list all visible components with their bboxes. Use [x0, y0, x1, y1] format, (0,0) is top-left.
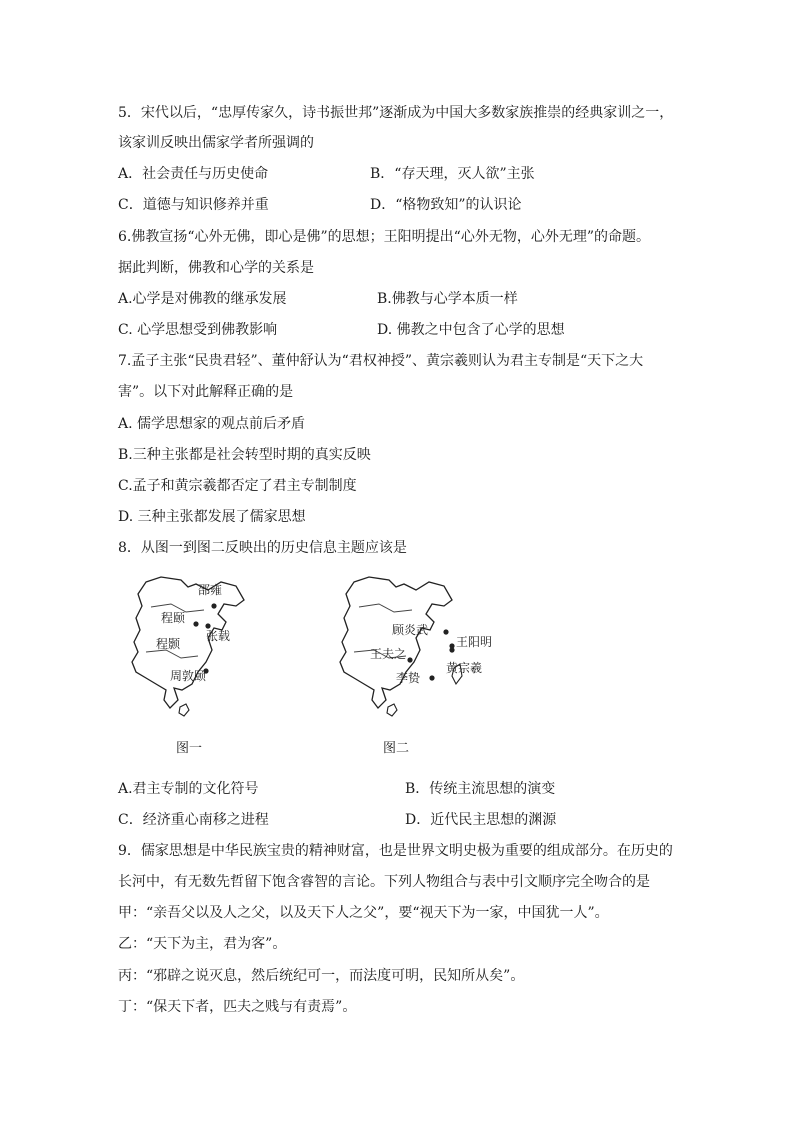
q6-stem-line2: 据此判断，佛教和心学的关系是 [118, 260, 314, 276]
map1-point-zhangzai [205, 623, 210, 628]
q9-quote-jia: 甲：“亲吾父以及人之父，以及天下人之父”，要“视天下为一家，中国犹一人”。 [118, 905, 609, 921]
map2-point-lizhi [429, 675, 434, 680]
map1-label-chenghao: 程颢 [156, 637, 181, 651]
q6-option-c: C. 心学思想受到佛教影响 [118, 322, 278, 338]
map1-label-zhoudunyi: 周敦颐 [170, 669, 207, 683]
q5-option-a: A．社会责任与历史使命 [118, 166, 269, 182]
q8-stem: 8．从图一到图二反映出的历史信息主题应该是 [118, 540, 407, 556]
map2-island [387, 704, 397, 716]
map2-point-huangzongxi [449, 647, 454, 652]
q8-option-d: D．近代民主思想的渊源 [405, 812, 557, 828]
q6-option-a: A.心学是对佛教的继承发展 [118, 291, 287, 307]
q8-option-b: B．传统主流思想的演变 [405, 781, 556, 797]
map1-label-shaoyong: 邵雍 [198, 583, 223, 597]
map2-point-wangfuzhi [407, 657, 412, 662]
map1-point-chengyi [193, 621, 198, 626]
q5-stem-line2: 该家训反映出儒家学者所强调的 [118, 135, 314, 151]
q7-option-d: D. 三种主张都发展了儒家思想 [118, 509, 306, 525]
map-figure-2 [334, 572, 493, 722]
map1-label-chengyi: 程颐 [161, 611, 186, 625]
q7-option-a: A. 儒学思想家的观点前后矛盾 [118, 416, 306, 432]
q7-stem-line2: 害”。以下对此解释正确的是 [118, 384, 294, 400]
q5-option-c: C．道德与知识修养并重 [118, 197, 269, 213]
q9-stem-line1: 9．儒家思想是中华民族宝贵的精神财富，也是世界文明史极为重要的组成部分。在历史的 [118, 843, 673, 859]
map2-label-huangzongxi: 黄宗羲 [446, 661, 483, 675]
map2-label-lizhi: 李贽 [396, 671, 421, 685]
q5-option-b: B．“存天理，灭人欲”主张 [370, 166, 535, 182]
map2-coastline [340, 577, 452, 708]
q8-option-c: C．经济重心南移之进程 [118, 812, 269, 828]
map1-label-zhangzai: 张载 [206, 629, 231, 643]
q9-stem-line2: 长河中，有无数先哲留下饱含睿智的言论。下列人物组合与表中引文顺序完全吻合的是 [118, 874, 650, 890]
map2-label-wangfuzhi: 王夫之 [370, 647, 407, 661]
q6-stem-line1: 6.佛教宣扬“心外无佛，即心是佛”的思想；王阳明提出“心外无物，心外无理”的命题。 [118, 229, 650, 245]
q5-option-d: D．“格物致知”的认识论 [370, 197, 522, 213]
q5-stem-line1: 5．宋代以后，“忠厚传家久，诗书振世邦”逐渐成为中国大多数家族推崇的经典家训之一， [118, 105, 674, 121]
q9-quote-bing: 丙：“邪辟之说灭息，然后统纪可一，而法度可明，民知所从矣”。 [118, 968, 525, 984]
map1-island [179, 704, 189, 716]
map2-label-wangyangming: 王阳明 [456, 635, 493, 649]
q6-option-b: B.佛教与心学本质一样 [377, 291, 518, 307]
map2-caption: 图二 [383, 741, 410, 756]
map1-point-shaoyong [211, 603, 216, 608]
q7-stem-line1: 7.孟子主张“民贵君轻”、董仲舒认为“君权神授”、黄宗羲则认为君主专制是“天下之大 [118, 353, 644, 369]
q8-option-a: A.君主专制的文化符号 [118, 781, 259, 797]
map1-caption: 图一 [176, 741, 203, 756]
q6-option-d: D. 佛教之中包含了心学的思想 [377, 322, 565, 338]
q9-quote-ding: 丁：“保天下者，匹夫之贱与有责焉”。 [118, 999, 357, 1015]
map-figure-1 [126, 572, 276, 722]
q7-option-c: C.孟子和黄宗羲都否定了君主专制制度 [118, 478, 357, 494]
q9-quote-yi: 乙：“天下为主，君为客”。 [118, 936, 287, 952]
map2-label-guyanwu: 顾炎武 [392, 623, 429, 637]
map2-point-guyanwu [443, 629, 448, 634]
q7-option-b: B.三种主张都是社会转型时期的真实反映 [118, 447, 371, 463]
